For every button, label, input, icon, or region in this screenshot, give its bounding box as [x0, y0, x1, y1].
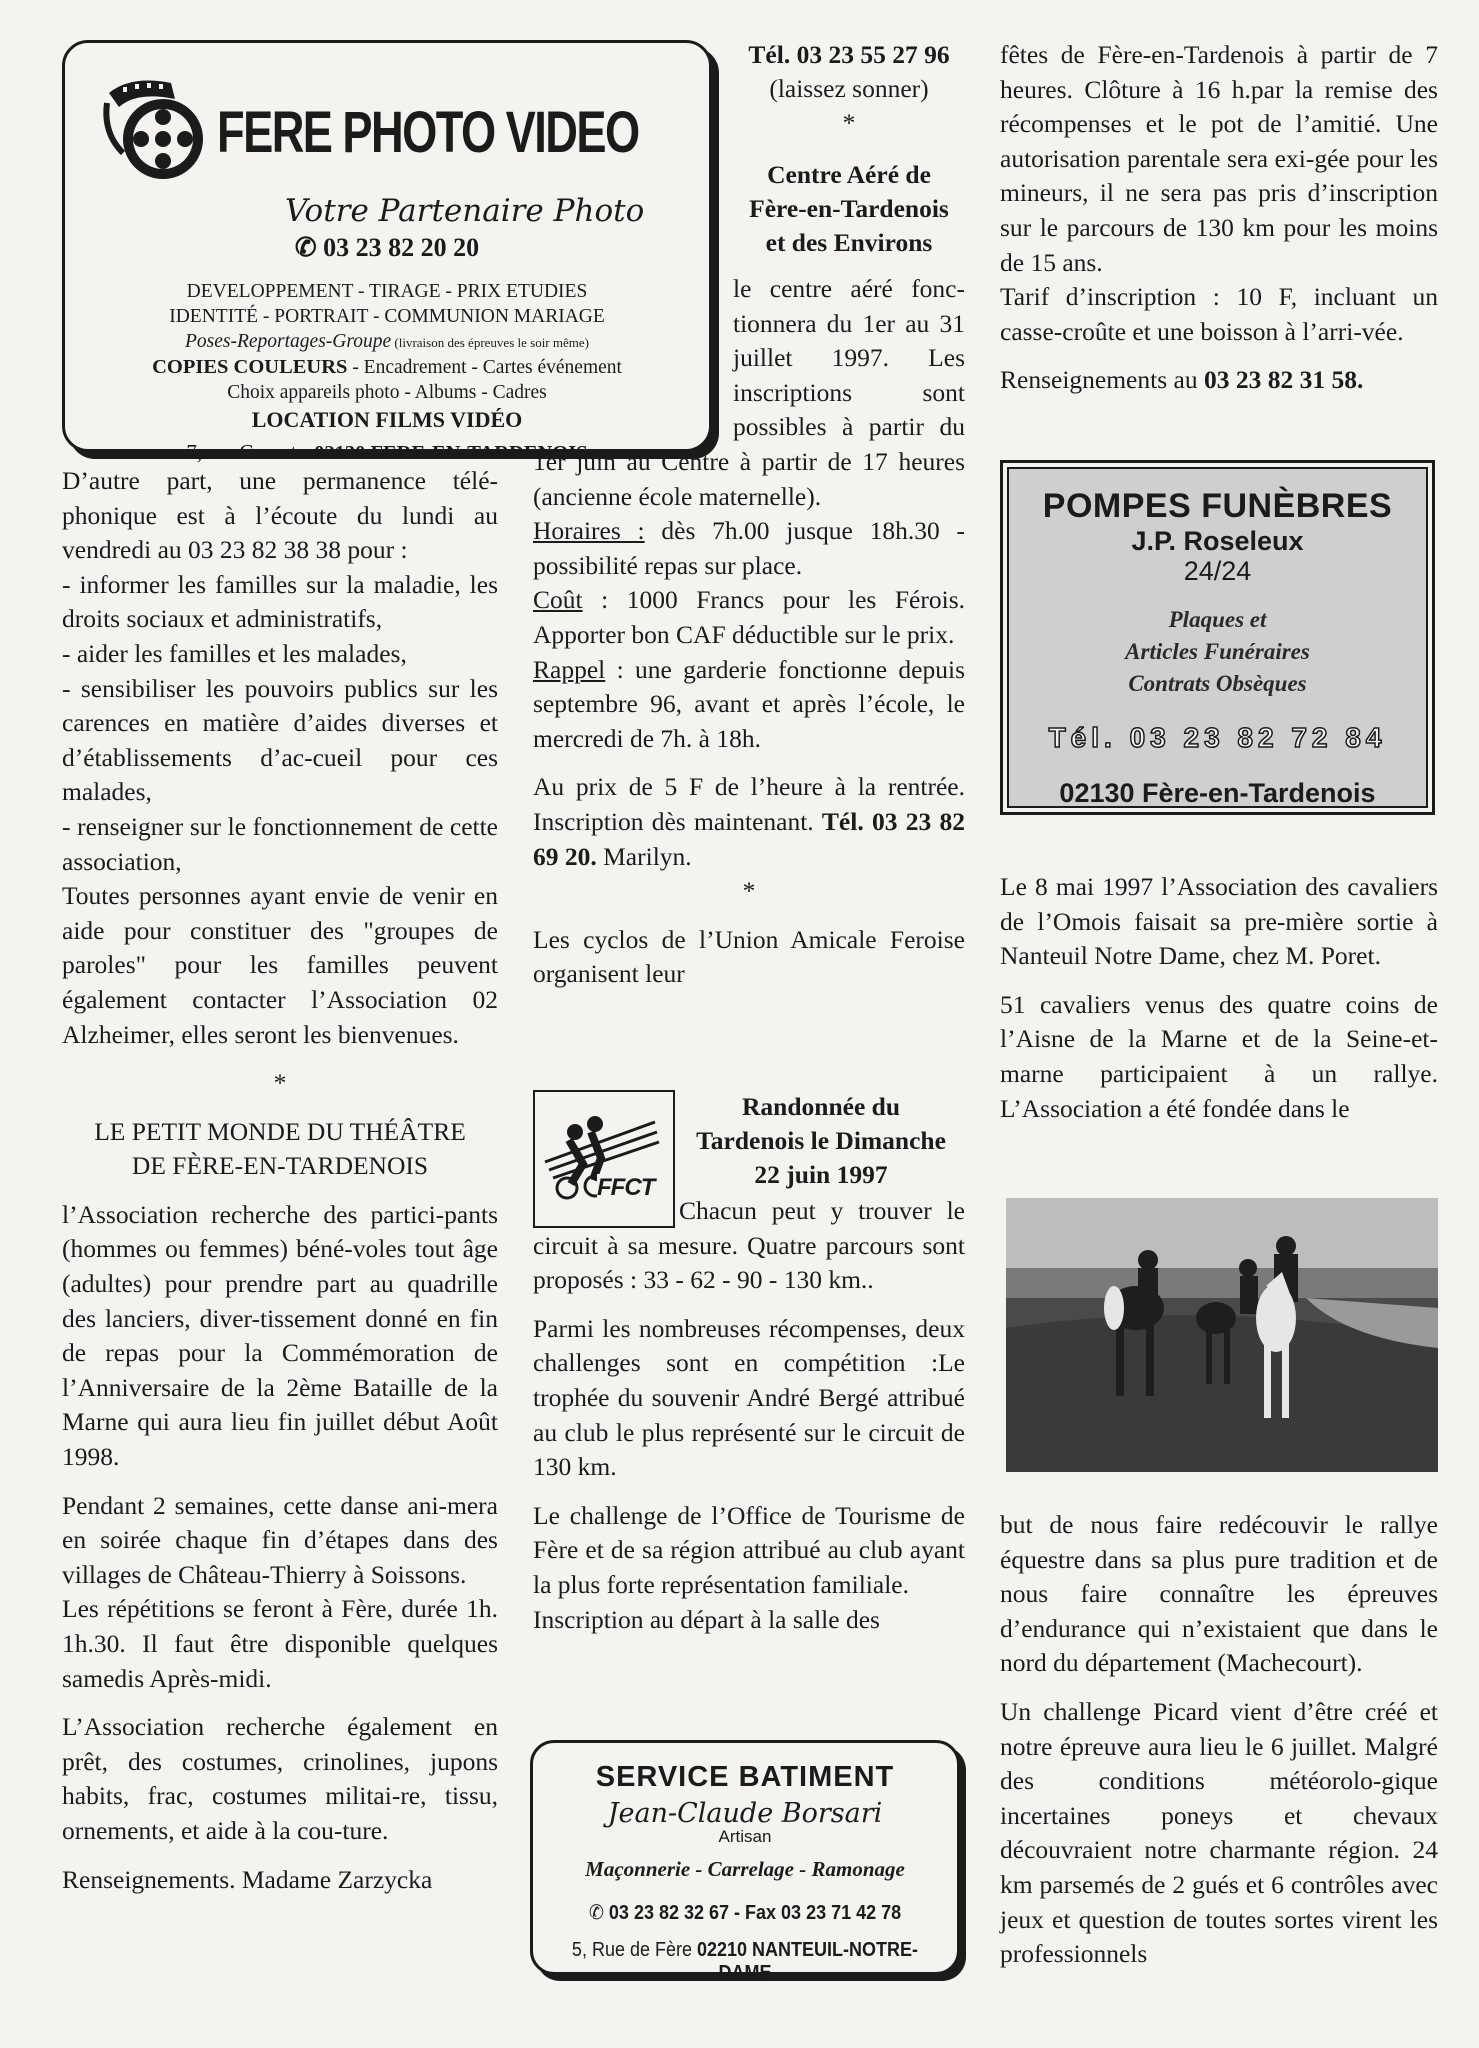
col2-p2b: Tél. 03 23 82 69 20.	[533, 806, 965, 871]
col3-paragraph	[1000, 363, 1438, 398]
col3-paragraph: Un challenge Picard vient d’être créé et notre épreuve aura lieu le 6 juillet. Malgré des conditions météorolo-gique incertaines poneys et chevaux découvraient notre charmante région. 24 km parsemés de 2 gués et 6 contrôles avec jeux et question de toutes sortes virent les professionnels	[1000, 1696, 1438, 1969]
ad-photo-line3a: Poses-Reportages-Groupe	[185, 331, 392, 352]
batiment-name: Jean-Claude Borsari	[607, 1798, 883, 1829]
col2-paragraph: Les cyclos de l’Union Amicale Feroise organisent leur	[533, 924, 965, 989]
funebres-hours: 24/24	[1183, 556, 1252, 586]
col2-rappel	[533, 653, 965, 757]
funebres-services	[1003, 604, 1432, 700]
ad-photo-phone: ✆ 03 23 82 20 20	[294, 233, 480, 262]
ad-photo-line7b: 02130 FERE-EN-TARDENOIS	[314, 442, 588, 464]
col2-p2a: Au prix de 5 F de l’heure à la rentrée. Inscription dès maintenant.	[533, 772, 965, 836]
ad-photo-tagline: Votre Partenaire Photo	[285, 193, 645, 229]
batiment-phone: ✆ 03 23 82 32 67 - Fax 03 23 71 42 78	[588, 1902, 902, 1924]
col1-bullet: - renseigner sur le fonctionnement de cette association,	[62, 811, 498, 876]
ad-photo-line: DEVELOPPEMENT - TIRAGE - PRIX ETUDIES	[186, 281, 588, 302]
cout-text: : 1000 Francs pour les Férois. Apporter bon CAF déductible sur le prix.	[533, 585, 965, 649]
separator-star: *	[742, 876, 756, 906]
col3-p3b: 03 23 82 31 58.	[1203, 365, 1364, 395]
horaires-label: Horaires :	[533, 516, 645, 546]
randonnee-heading-line: Tardenois le Dimanche	[696, 1126, 946, 1155]
col2-paragraph: Inscription au départ à la salle des	[533, 1604, 880, 1634]
col1-paragraph: Pendant 2 semaines, cette danse ani-mera en soirée chaque fin d’étapes dans des villages de Château-Thierry à Soissons.	[62, 1490, 498, 1589]
horse-riders-image	[1006, 1198, 1438, 1472]
ad-photo-line4b: - Encadrement - Cartes événement	[347, 357, 622, 378]
col1-bullet: - aider les familles et les malades,	[62, 638, 407, 668]
column-3-middle	[1000, 870, 1438, 1140]
ad-photo-line: IDENTITÉ - PORTRAIT - COMMUNION MARIAGE	[169, 306, 605, 327]
col3-paragraph: but de nous faire redécouvir le rallye équestre dans sa plus pure tradition et de nous faire connaître les épreuves d’endurance qui n’existaient que dans le nord du département (Machecourt).	[1000, 1510, 1438, 1678]
rappel-label: Rappel	[533, 654, 606, 684]
col2-tel-block	[533, 38, 965, 140]
funebres-town: 02130 Fère-en-Tardenois	[1059, 778, 1376, 808]
rappel-text: : une garderie fonctionne depuis septembre 96, avant et après l’école, le mercredi de 7h. à 18h.	[533, 654, 965, 753]
column-2	[533, 38, 965, 1016]
randonnee-heading	[676, 1090, 966, 1192]
ad-pompes-funebres	[1000, 460, 1435, 815]
col1-paragraph: Les répétitions se feront à Fère, durée 1h. 1h.30. Il faut être disponible quelques samedis Après-midi.	[62, 1594, 498, 1693]
horaires-text: dès 7h.00 jusque 18h.30 - possibilité repas sur place.	[533, 516, 965, 580]
col1-paragraph: D’autre part, une permanence télé-phonique est à l’écoute du lundi au vendredi au 03 23 82 38 38 pour :	[62, 466, 498, 565]
funebres-name: J.P. Roseleux	[1131, 526, 1304, 556]
batiment-address-town: 02210 NANTEUIL-NOTRE-DAME	[697, 1939, 919, 1984]
randonnee-heading-line: 22 juin 1997	[754, 1160, 888, 1189]
float-spacer	[533, 1194, 679, 1228]
ad-photo-line6: LOCATION FILMS VIDÉO	[251, 407, 523, 432]
separator-star: *	[273, 1068, 287, 1098]
col2-p2c: Marilyn.	[596, 841, 692, 871]
separator-star: *	[842, 108, 856, 137]
batiment-address	[554, 1939, 936, 1985]
batiment-title: SERVICE BATIMENT	[595, 1761, 895, 1793]
col3-p3a: Renseignements au	[1000, 365, 1204, 395]
theatre-heading-line2: DE FÈRE-EN-TARDENOIS	[131, 1151, 429, 1181]
col1-paragraph: Toutes personnes ayant envie de venir en aide pour constituer des "groupes de paroles" pour les familles peuvent également contacter l’Association 02 Alzheimer, elles seront les bienvenues.	[62, 881, 498, 1049]
ffct-logo-text: FFCT	[597, 1174, 655, 1201]
funebres-phone: Tél. 03 23 82 72 84	[1048, 722, 1387, 753]
batiment-address-street: 5, Rue de Fère	[571, 1939, 698, 1961]
col3-paragraph: 51 cavaliers venus des quatre coins de l’Aisne de la Marne et de la Seine-et-marne participaient à un rallye. L’Association a été fondée dans le	[1000, 989, 1438, 1123]
ad-photo-brand: FERE PHOTO VIDEO	[217, 100, 639, 165]
batiment-role: Artisan	[718, 1827, 772, 1846]
centre-aere-heading	[533, 158, 965, 260]
col1-paragraph: L’Association recherche également en prêt, des costumes, crinolines, jupons habits, frac, costumes militai-re, tissu, ornements, et aide à la cou-ture.	[62, 1712, 498, 1845]
col2-tel-number: Tél. 03 23 55 27 96	[748, 40, 950, 69]
centre-aere-heading-line: Centre Aéré de	[767, 160, 931, 189]
col2-paragraph: Le challenge de l’Office de Tourisme de Fère et de sa région attribué au club ayant la plus forte représentation familiale.	[533, 1500, 965, 1599]
col2-tel-note: (laissez sonner)	[769, 74, 929, 103]
film-reel-icon	[101, 73, 213, 185]
randonnee-heading-line: Randonnée du	[741, 1092, 901, 1121]
centre-aere-body	[533, 272, 965, 992]
ad-photo-line4a: COPIES COULEURS	[152, 356, 348, 378]
col3-paragraph: fêtes de Fère-en-Tardenois à partir de 7 heures. Clôture à 16 h.par la remise des récompenses et le pot de l’amitié. Une autorisation parentale sera exi-gée pour les mineurs, il ne sera pas pris d’inscription sur le parcours de 130 km pour les moins de 15 ans.	[1000, 40, 1438, 277]
col2-paragraph: le centre aéré fonc-tionnera du 1er au 31 juillet 1997. Les inscriptions sont possibles à partir du 1er juin au Centre à partir de 17 heures (ancienne école maternelle).	[533, 274, 965, 511]
col1-paragraph: Renseignements. Madame Zarzycka	[62, 1864, 433, 1894]
funebres-service-line: Plaques et	[1168, 607, 1267, 632]
funebres-title: POMPES FUNÈBRES	[1042, 487, 1393, 525]
ad-photo-line7a: 7, rue Carnot -	[186, 440, 315, 464]
col3-paragraph: Tarif d’inscription : 10 F, incluant un casse-croûte et une boisson à l’arri-vée.	[1000, 282, 1438, 346]
theatre-heading-line1: LE PETIT MONDE DU THÉÂTRE	[94, 1116, 466, 1146]
column-2-lower	[533, 1194, 965, 1637]
funebres-service-line: Contrats Obsèques	[1128, 671, 1307, 696]
col2-cout	[533, 583, 965, 652]
ad-service-batiment	[530, 1740, 960, 1984]
column-3-lower	[1000, 1508, 1438, 1972]
col2-tel	[733, 38, 965, 72]
column-3	[1000, 38, 1438, 412]
col2-paragraph: Chacun peut y trouver le circuit à sa mesure. Quatre parcours sont proposés : 33 - 62 - 90 - 130 km..	[533, 1196, 965, 1295]
col1-paragraph: l’Association recherche des partici-pants (hommes ou femmes) béné-voles tout âge (adultes) pour prendre part au quadrille des lanciers, diver-tissement donné en fin de repas pour la Commémoration de l’Anniversaire de la 2ème Bataille de la Marne qui aura lieu fin juillet début Août 1998.	[62, 1199, 498, 1472]
float-spacer	[533, 272, 733, 437]
riders-photo	[1006, 1198, 1438, 1472]
col2-horaires	[533, 514, 965, 583]
cout-label: Coût	[533, 585, 583, 615]
ad-photo-line3b: (livraison des épreuves le soir même)	[391, 335, 589, 350]
funebres-service-line: Articles Funéraires	[1125, 639, 1310, 664]
col1-bullet: - informer les familles sur la maladie, les droits sociaux et administratifs,	[62, 569, 498, 634]
col3-paragraph: Le 8 mai 1997 l’Association des cavaliers de l’Omois faisait sa pre-mière sortie à Nanteuil Notre Dame, chez M. Poret.	[1000, 872, 1438, 971]
col2-paragraph: Parmi les nombreuses récompenses, deux challenges sont en compétition :Le trophée du souvenir André Bergé attribué au club le plus représenté sur le circuit de 130 km.	[533, 1313, 965, 1482]
centre-aere-heading-line: Fère-en-Tardenois	[749, 194, 949, 223]
centre-aere-heading-line: et des Environs	[765, 228, 933, 257]
ad-photo-line: Choix appareils photo - Albums - Cadres	[227, 382, 547, 403]
col2-paragraph	[533, 770, 965, 874]
column-1	[62, 464, 498, 1911]
batiment-services: Maçonnerie - Carrelage - Ramonage	[585, 1857, 905, 1881]
col1-bullet: - sensibiliser les pouvoirs publics sur les carences en matière d’aides diverses et d’établissements d’ac-cueil pour ces malades,	[62, 673, 498, 807]
